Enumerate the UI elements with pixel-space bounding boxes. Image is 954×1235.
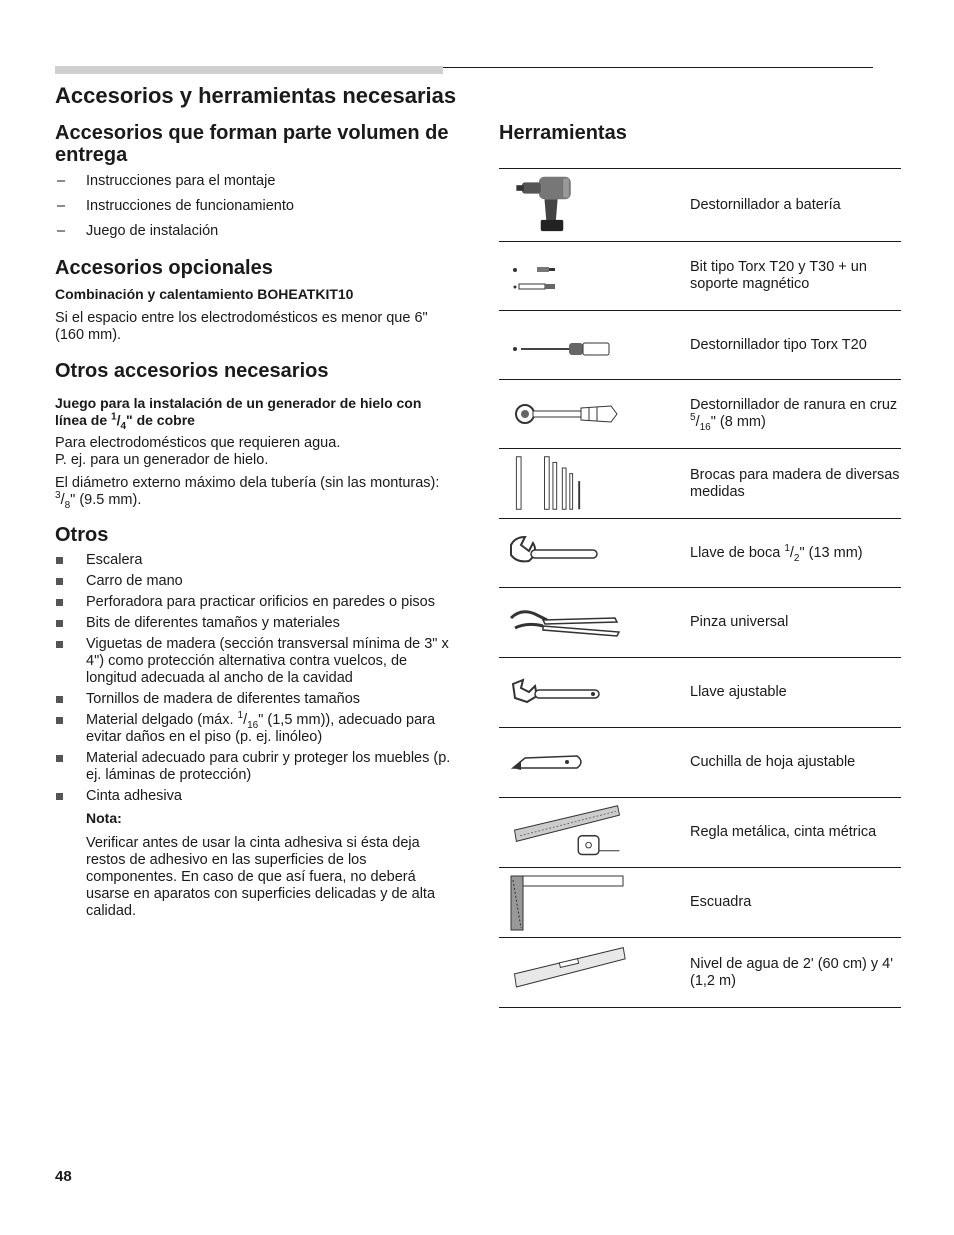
other-needed-para1: Para electrodomésticos que requieren agua. P. ej. para un generador de hielo.: [55, 435, 341, 468]
list-item: Cinta adhesiva: [55, 788, 455, 805]
header-rule: [443, 67, 873, 68]
list-item: Perforadora para practicar orificios en paredes o pisos: [55, 594, 455, 611]
ruler-tape-icon: [507, 802, 627, 862]
tool-label: Regla metálica, cinta métrica: [690, 824, 877, 840]
tool-label: Llave de boca $^1/_2$" (13 mm): [690, 542, 863, 564]
torx-bit-icon: [507, 246, 627, 306]
tool-label: Brocas para madera de diversas medidas: [690, 466, 900, 500]
tool-label: Llave ajustable: [690, 684, 787, 700]
left-column: [55, 122, 455, 920]
other-needed-title: Otros accesorios necesarios: [55, 360, 329, 382]
optional-subtitle: Combinación y calentamiento BOHEATKIT10: [55, 286, 354, 302]
included-list: [55, 173, 455, 240]
ratchet-screwdriver-icon: [507, 384, 627, 444]
drill-bits-icon: [507, 453, 627, 513]
list-item: – Instrucciones de funcionamiento: [57, 198, 294, 214]
otros-title: Otros: [55, 524, 109, 546]
open-end-wrench-icon: [507, 523, 627, 583]
tool-row: [499, 169, 901, 242]
utility-knife-icon: [507, 732, 627, 792]
note-text: Verificar antes de usar la cinta adhesiva si ésta deja restos de adhesivo en las superficies de los componentes. En caso de que así fuera, no deberá usarse en aparatos con superficies delicadas y de alta calidad.: [86, 835, 436, 919]
list-item: Tornillos de madera de diferentes tamaños: [55, 691, 455, 708]
screwdriver-icon: [507, 315, 627, 375]
spirit-level-icon: [507, 942, 627, 1002]
tools-title: Herramientas: [499, 122, 627, 144]
list-item: Material adecuado para cubrir y proteger los muebles (p. ej. láminas de protección): [55, 750, 455, 784]
tool-row: [499, 311, 901, 380]
included-title: Accesorios que forman parte volumen de entrega: [55, 122, 449, 166]
tool-row: [499, 658, 901, 728]
other-needed-subtitle: Juego para la instalación de un generador de hielo con línea de $^1/_4$" de cobre: [55, 395, 422, 432]
tool-label: Bit tipo Torx T20 y T30 + un soporte magnético: [690, 259, 867, 292]
list-item: Bits de diferentes tamaños y materiales: [55, 615, 455, 632]
page-title: Accesorios y herramientas necesarias: [55, 83, 457, 108]
tool-row: [499, 519, 901, 588]
tools-table: [499, 168, 901, 1008]
tool-row: [499, 938, 901, 1008]
tool-label: Cuchilla de hoja ajustable: [690, 754, 856, 770]
tool-label: Escuadra: [690, 894, 752, 910]
list-item: – Instrucciones para el montaje: [57, 173, 276, 189]
tool-label: Pinza universal: [690, 614, 789, 630]
list-item: – Juego de instalación: [57, 223, 219, 239]
other-needed-para2: El diámetro externo máximo dela tubería (sin las monturas): $^3/_8$" (9.5 mm).: [55, 475, 440, 511]
page-number: 48: [55, 1168, 72, 1185]
right-column: [499, 122, 901, 144]
cordless-drill-icon: [507, 173, 627, 233]
otros-list: [55, 552, 455, 805]
tool-row: [499, 798, 901, 868]
tool-row: [499, 449, 901, 519]
optional-title: Accesorios opcionales: [55, 257, 273, 279]
tool-row: [499, 380, 901, 449]
tool-row: [499, 868, 901, 938]
optional-text: Si el espacio entre los electrodomésticos es menor que 6" (160 mm).: [55, 310, 428, 343]
list-item: Material delgado (máx. $^1/_{16}$" (1,5 mm)), adecuado para evitar daños en el piso (p. ej. linóleo): [55, 712, 455, 746]
list-item: Escalera: [55, 552, 455, 569]
adjustable-wrench-icon: [507, 662, 627, 722]
tool-label: Nivel de agua de 2' (60 cm) y 4' (1,2 m): [690, 955, 893, 989]
note-label: Nota:: [86, 810, 122, 826]
pliers-icon: [507, 592, 627, 652]
tool-label: Destornillador a batería: [690, 196, 841, 213]
tool-row: [499, 728, 901, 798]
list-item: Viguetas de madera (sección transversal mínima de 3" x 4") como protección alternativa contra vuelcos, de longitud adecuada al ancho de la cavidad: [55, 636, 455, 687]
header-gray-bar: [55, 66, 443, 74]
tool-row: [499, 242, 901, 311]
square-icon: [507, 872, 627, 932]
tool-label: Destornillador de ranura en cruz $^5/_{16}$" (8 mm): [690, 397, 898, 433]
tool-row: [499, 588, 901, 658]
tool-label: Destornillador tipo Torx T20: [690, 336, 867, 353]
list-item: Carro de mano: [55, 573, 455, 590]
